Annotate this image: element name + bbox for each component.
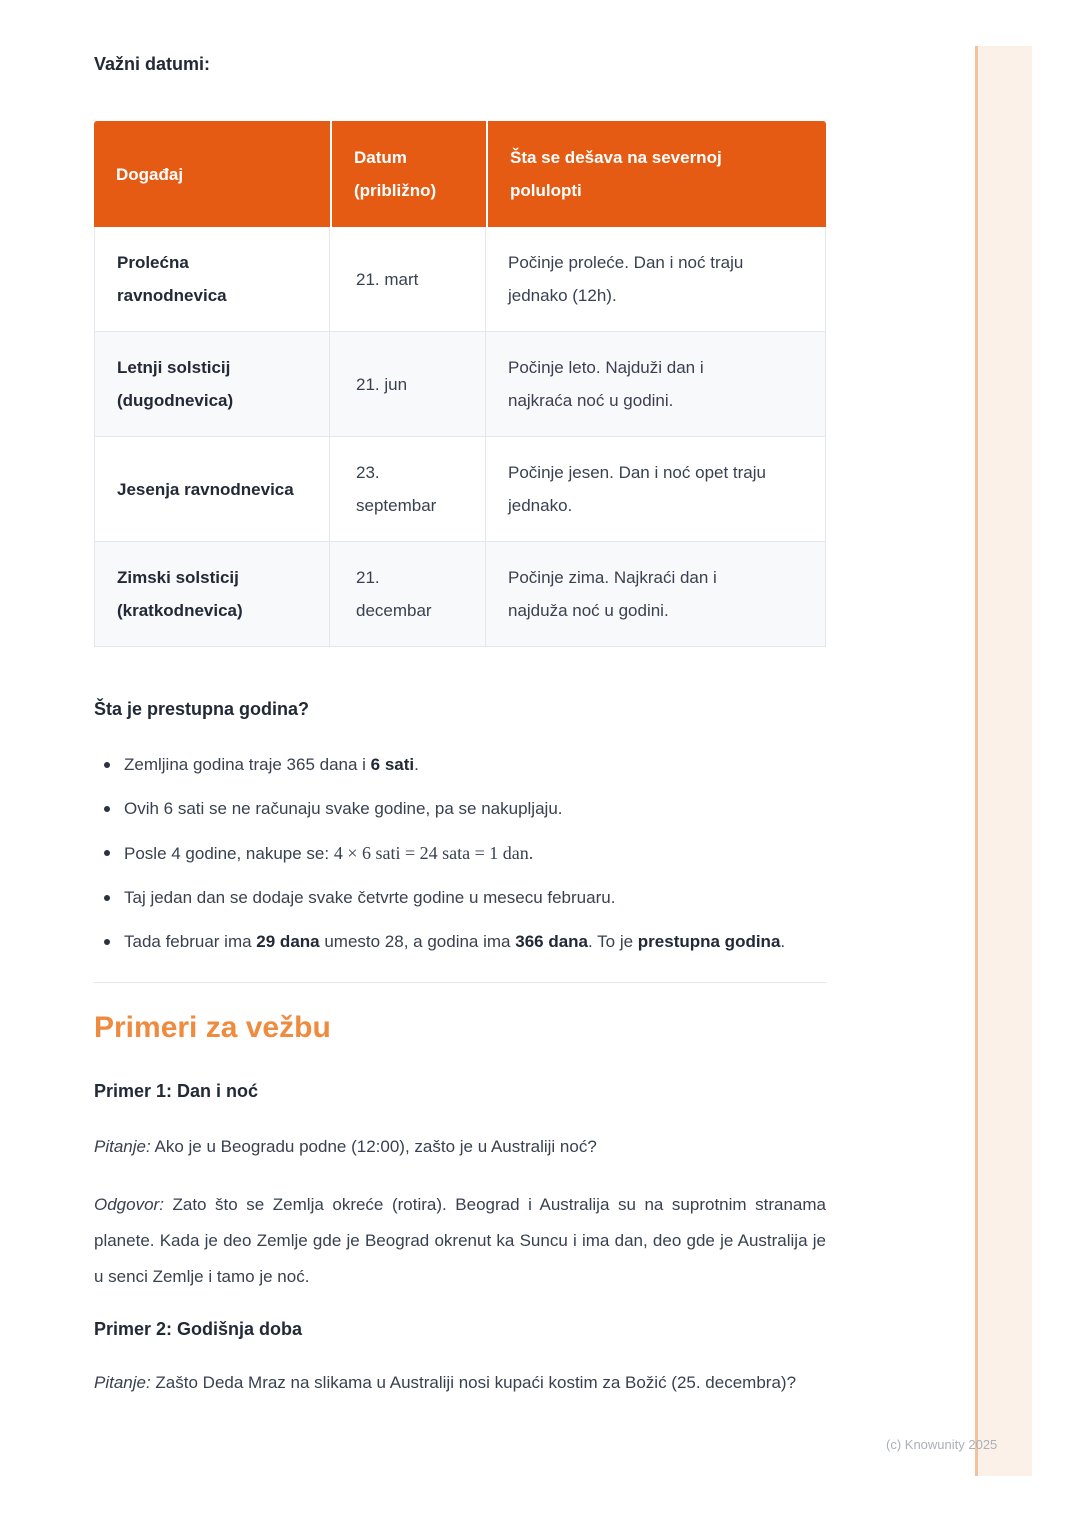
table-row: [94, 437, 826, 542]
table-row: [94, 227, 826, 332]
copyright-watermark: (c) Knowunity 2025: [886, 1437, 998, 1452]
description-cell: Počinje proleće. Dan i noć traju jednako (12h).: [486, 227, 826, 332]
date-cell: 21. jun: [330, 332, 486, 437]
event-cell: Prolećna ravnodnevica: [94, 227, 330, 332]
section-heading-primeri-za-vezbu: Primeri za vežbu: [94, 1011, 331, 1044]
list-item: Taj jedan dan se dodaje svake četvrte godine u mesecu februaru.: [94, 880, 826, 916]
answer-label: Odgovor:: [94, 1195, 164, 1214]
page-content: [94, 52, 826, 1401]
section-divider: [94, 982, 826, 983]
table-row: [94, 332, 826, 437]
list-item: Posle 4 godine, nakupe se: 4 × 6 sati = 24 sata = 1 dan.: [94, 835, 826, 872]
date-cell: 23. septembar: [330, 437, 486, 542]
section-heading-prestupna-godina: Šta je prestupna godina?: [94, 699, 310, 719]
next-page-edge: [975, 46, 1032, 1476]
column-header-datum: Datum (približno): [330, 121, 486, 227]
question-label: Pitanje:: [94, 1373, 151, 1392]
section-heading-vazni-datumi: Važni datumi:: [94, 54, 211, 74]
description-cell: Počinje jesen. Dan i noć opet traju jednako.: [486, 437, 826, 542]
list-item: Tada februar ima 29 dana umesto 28, a godina ima 366 dana. To je prestupna godina.: [94, 924, 826, 960]
table-row: [94, 542, 826, 647]
column-header-dogadjaj: Događaj: [94, 121, 330, 227]
column-header-opis: Šta se dešava na severnoj polulopti: [486, 121, 826, 227]
description-cell: Počinje leto. Najduži dan i najkraća noć u godini.: [486, 332, 826, 437]
table-header-row: [94, 121, 826, 227]
event-cell: Letnji solsticij (dugodnevica): [94, 332, 330, 437]
example-1-heading: Primer 1: Dan i noć: [94, 1081, 259, 1101]
description-cell: Počinje zima. Najkraći dan i najduža noć u godini.: [486, 542, 826, 647]
example-2-heading: Primer 2: Godišnja doba: [94, 1319, 303, 1339]
list-item: Ovih 6 sati se ne računaju svake godine, pa se nakupljaju.: [94, 791, 826, 827]
event-cell: Zimski solsticij (kratkodnevica): [94, 542, 330, 647]
event-cell: Jesenja ravnodnevica: [94, 437, 330, 542]
question-label: Pitanje:: [94, 1137, 151, 1156]
leap-year-bullet-list: [94, 747, 826, 960]
list-item: Zemljina godina traje 365 dana i 6 sati.: [94, 747, 826, 783]
important-dates-table: [94, 121, 826, 647]
date-cell: 21. decembar: [330, 542, 486, 647]
example-1-question: Pitanje: Ako je u Beogradu podne (12:00), zašto je u Australiji noć?: [94, 1137, 597, 1156]
example-2-question: Pitanje: Zašto Deda Mraz na slikama u Australiji nosi kupaći kostim za Božić (25. decembra)?: [94, 1373, 797, 1392]
date-cell: 21. mart: [330, 227, 486, 332]
example-1-answer: Odgovor: Zato što se Zemlja okreće (rotira). Beograd i Australija su na suprotnim stranama planete. Kada je deo Zemlje gde je Beograd okrenut ka Suncu i ima dan, deo gde je Australija je u senci Zemlje i tamo je noć.: [94, 1195, 826, 1286]
math-expression: 4 × 6 sati = 24 sata = 1 dan.: [333, 843, 534, 863]
